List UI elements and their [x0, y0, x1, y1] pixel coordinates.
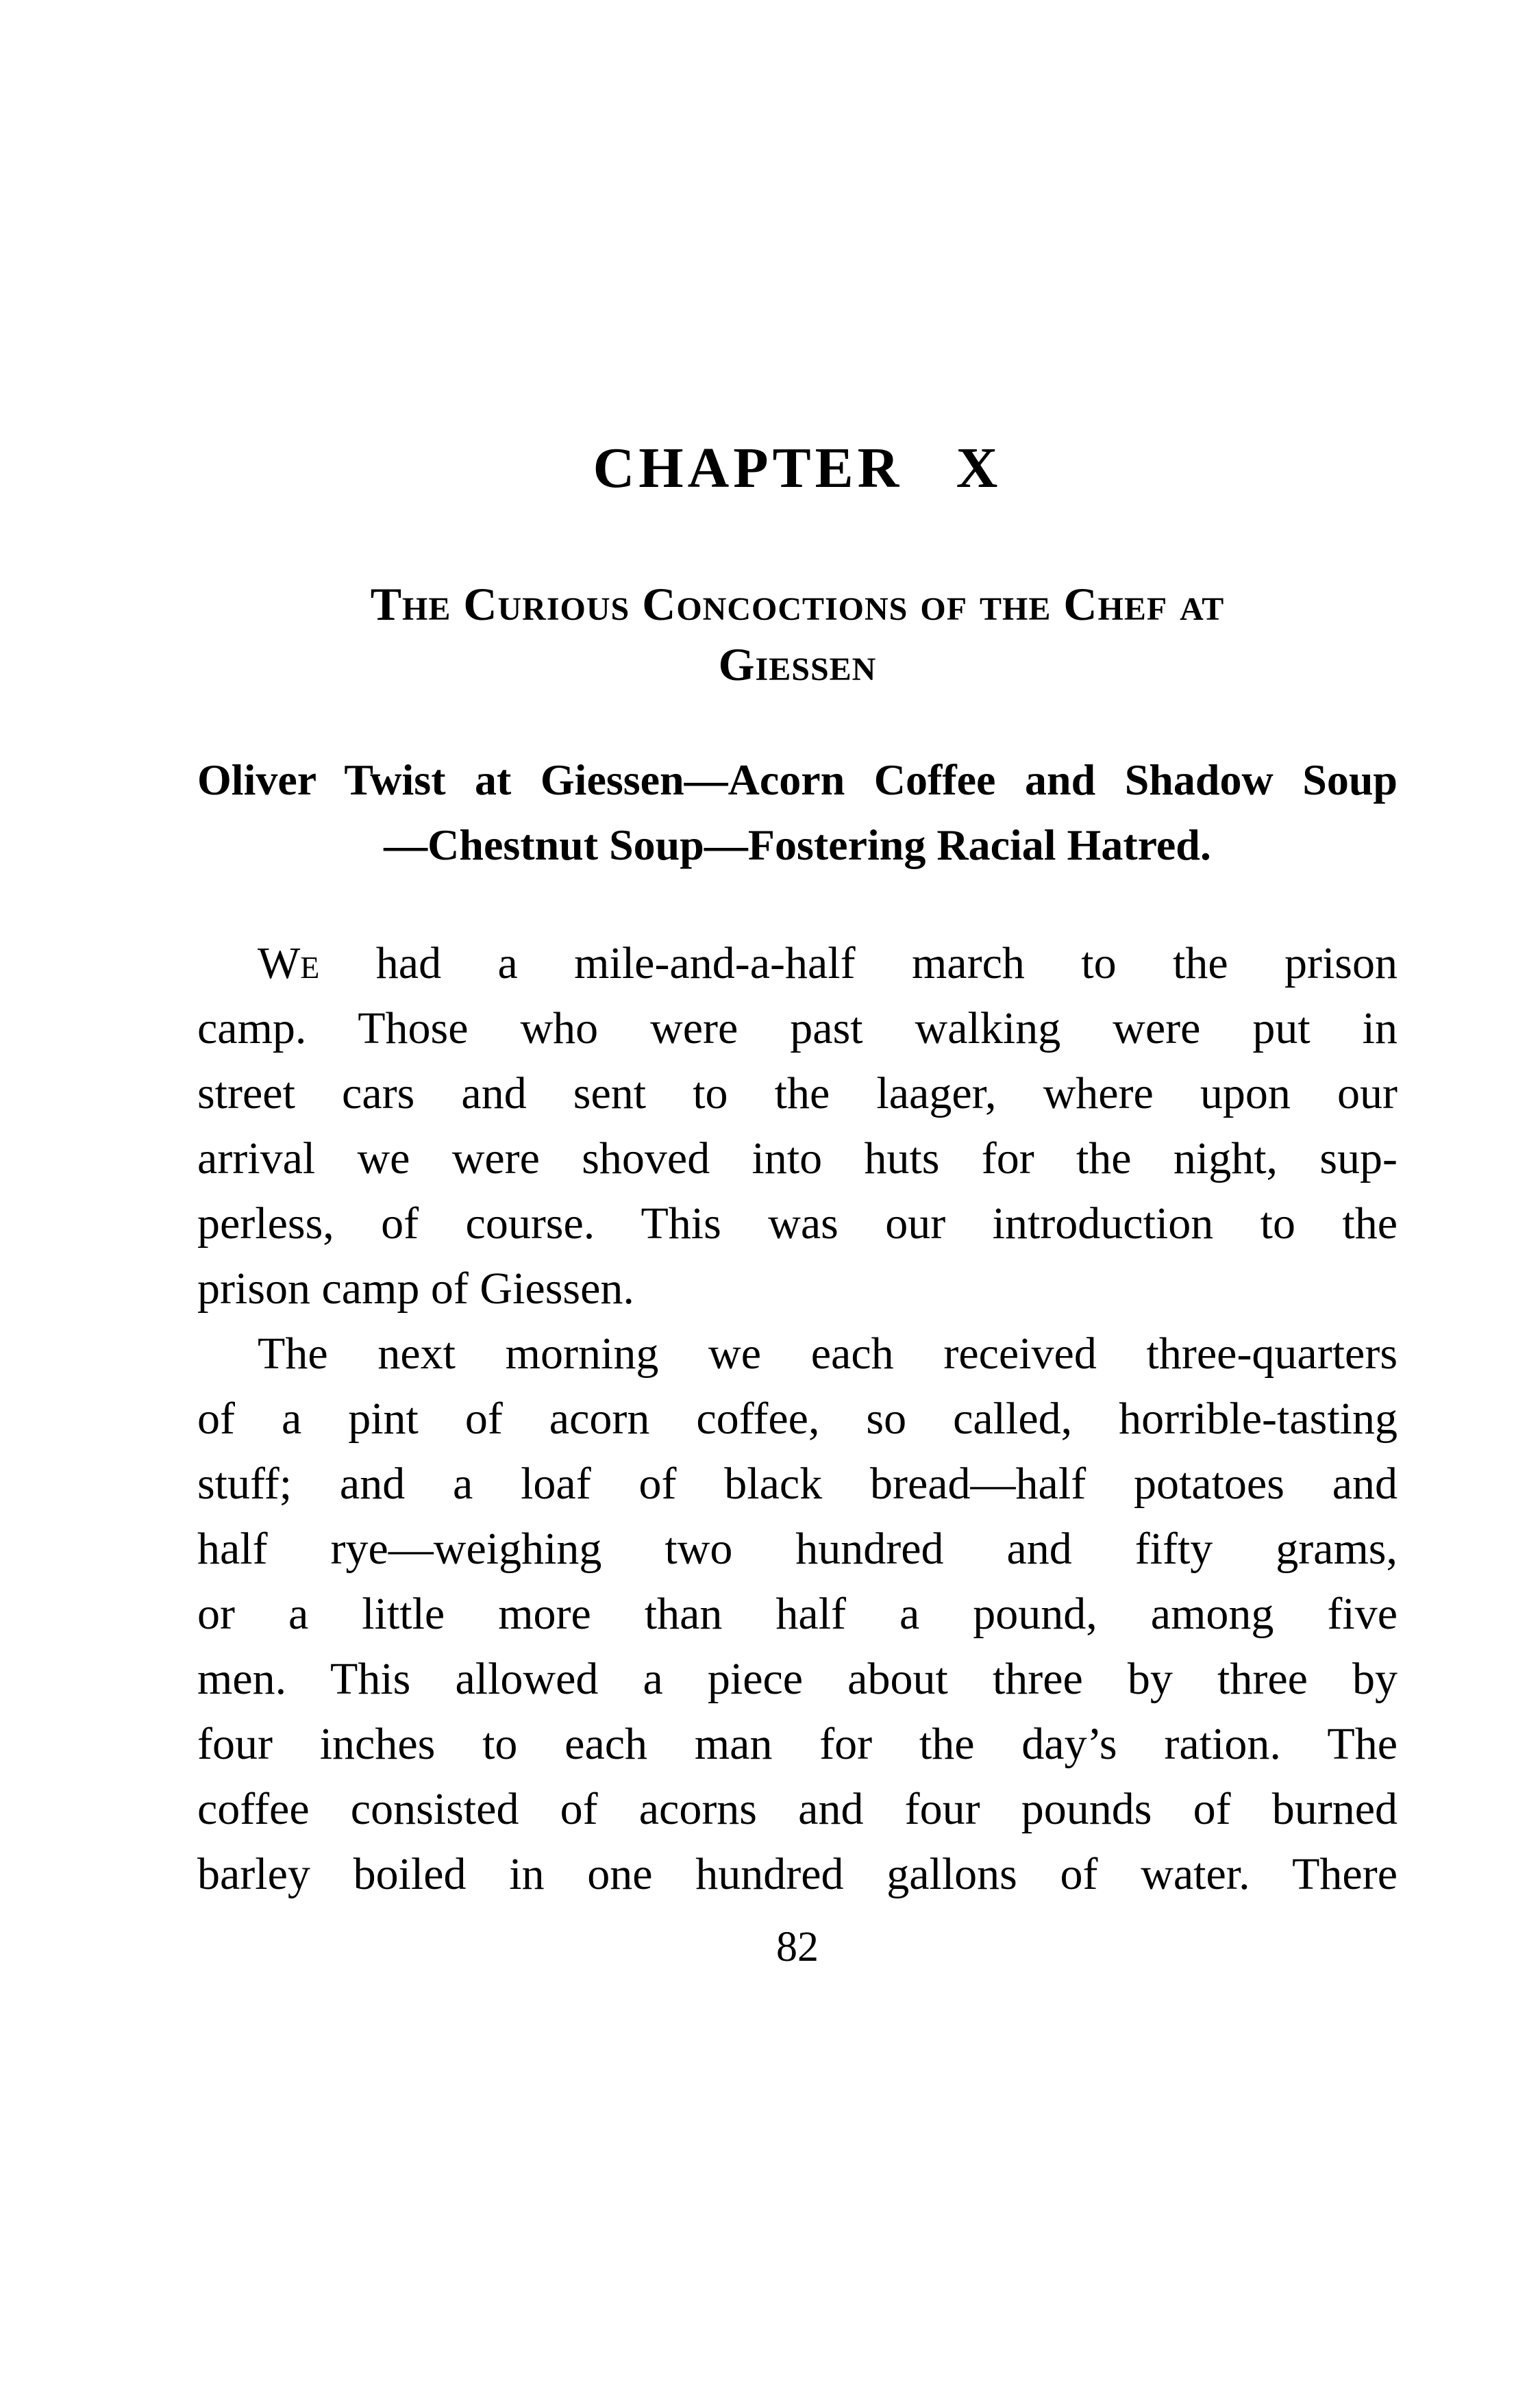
- body-line: perless, of course. This was our introduction to the: [197, 1198, 1398, 1249]
- subtitle-line-1: Oliver Twist at Giessen—Acorn Coffee and Shadow Soup: [197, 755, 1398, 804]
- body-line: four inches to each man for the day’s ration. The: [197, 1718, 1398, 1769]
- body-line: [197, 931, 1398, 996]
- section-title-line-2: Giessen: [718, 638, 877, 691]
- section-title: [197, 574, 1398, 695]
- body-line-text: had a mile-and-a-half march to the prison: [375, 938, 1398, 988]
- body-line: street cars and sent to the laager, where upon our: [197, 1068, 1398, 1118]
- paragraph-lead-word: We: [258, 938, 320, 988]
- chapter-heading: CHAPTER X: [593, 436, 1002, 500]
- chapter-subtitle: [197, 747, 1398, 877]
- text-block: [197, 436, 1398, 1980]
- body-line: half rye—weighing two hundred and fifty grams,: [197, 1523, 1398, 1574]
- body-line: coffee consisted of acorns and four pounds of burned: [197, 1783, 1398, 1834]
- body-line: prison camp of Giessen.: [197, 1263, 634, 1314]
- body-line: arrival we were shoved into huts for the night, sup-: [197, 1133, 1398, 1183]
- body-paragraph-2: [197, 1321, 1398, 1907]
- body-line: camp. Those who were past walking were put in: [197, 1003, 1398, 1053]
- body-line: The next morning we each received three-quarters: [258, 1328, 1398, 1379]
- page-number: 82: [776, 1923, 819, 1970]
- body-line: stuff; and a loaf of black bread—half potatoes and: [197, 1458, 1398, 1509]
- subtitle-line-2: —Chestnut Soup—Fostering Racial Hatred.: [384, 820, 1211, 869]
- section-title-line-1: The Curious Concoctions of the Chef at: [370, 578, 1225, 630]
- body-line: of a pint of acorn coffee, so called, horrible-tasting: [197, 1393, 1398, 1444]
- body-line: barley boiled in one hundred gallons of water. There: [197, 1848, 1398, 1899]
- body-line: men. This allowed a piece about three by three by: [197, 1653, 1398, 1704]
- body-line: or a little more than half a pound, among five: [197, 1588, 1398, 1639]
- body-paragraph-1: [197, 931, 1398, 1321]
